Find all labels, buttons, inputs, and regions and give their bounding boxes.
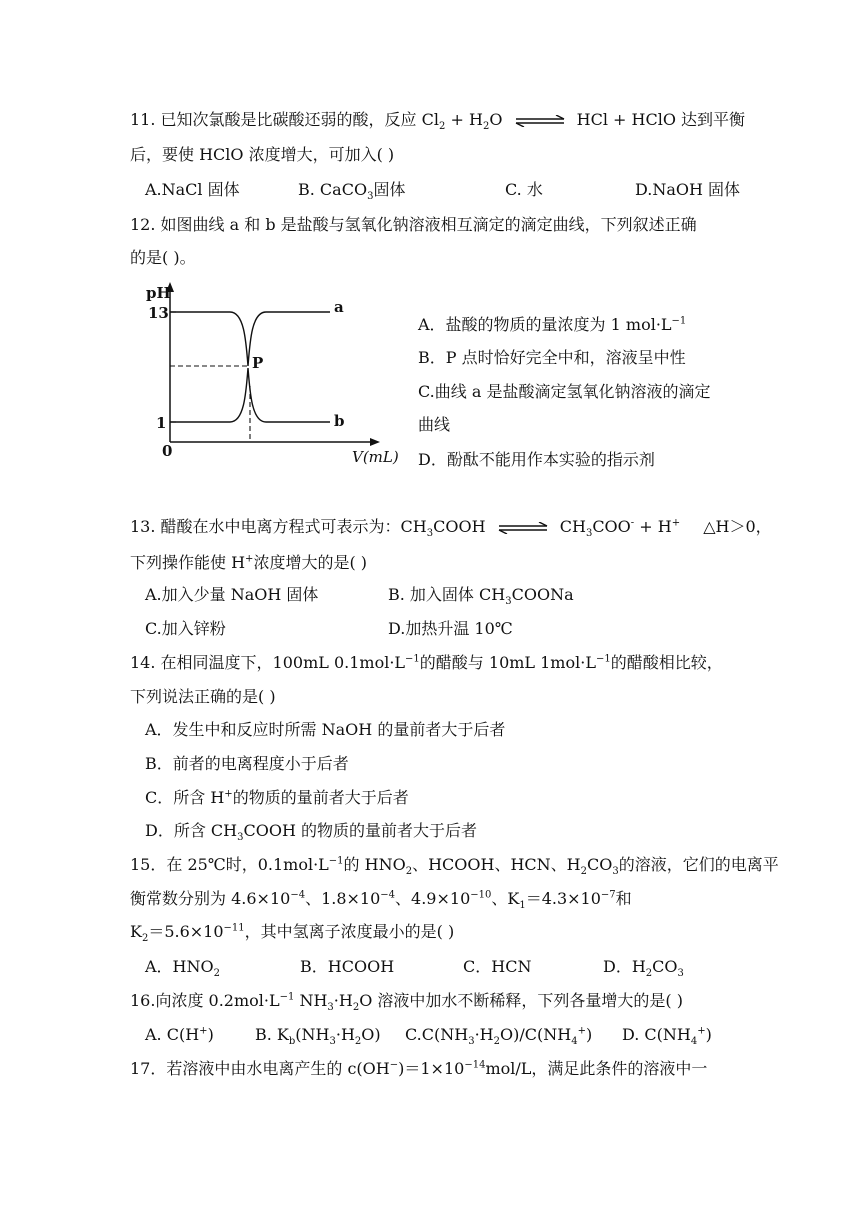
q13-line1: 13. 醋酸在水中电离方程式可表示为：$CH_3COOH$ $CH_3COO^- + H^+$ △H＞0，	[130, 517, 772, 540]
x-axis-arrow-icon	[370, 438, 380, 446]
q15-option-d: D．$H_2CO_3$	[603, 957, 684, 980]
titration-chart	[140, 280, 410, 470]
q12-line2: 的是( )。	[130, 248, 196, 267]
q16-option-d: D. $C(NH_4^+)$	[622, 1025, 712, 1048]
q14-line1: 14. 在相同温度下，100mL $0.1mol\cdot L^{-1}$的醋酸与 10mL $1mol\cdot L^{-1}$的醋酸相比较，	[130, 653, 723, 672]
y-axis-label: pH	[146, 284, 171, 302]
q12-option-b: B．P 点时恰好完全中和，溶液呈中性	[418, 348, 686, 367]
y-tick-1: 1	[156, 414, 167, 432]
q13-option-a: A.加入少量 NaOH 固体	[145, 585, 319, 604]
q15-line1: 15．在 25℃时，$0.1mol\cdot L^{-1}$的 $HNO_2$、HCOOH、HCN、$H_2CO_3$的溶液，它们的电离平	[130, 855, 779, 878]
q13-line2: 下列操作能使 H+浓度增大的是( )	[130, 553, 368, 572]
q14-option-a: A．发生中和反应时所需 NaOH 的量前者大于后者	[145, 720, 506, 739]
equilibrium-arrow-icon	[497, 522, 549, 534]
q16-option-b: B. $K_b(NH_3\cdot H_2O)$	[255, 1025, 381, 1048]
q16-option-c: $C.C(NH_3\cdot H_2O)/C(NH_4^+)$	[405, 1025, 593, 1048]
q16-line1: 16.向浓度 $0.2mol\cdot L^{-1}$ $NH_3\cdot H_2O$ 溶液中加水不断稀释，下列各量增大的是( )	[130, 991, 683, 1014]
q13-option-c: C.加入锌粉	[145, 619, 226, 638]
q14-option-b: B．前者的电离程度小于后者	[145, 754, 349, 773]
q12-option-c-cont: 曲线	[418, 415, 451, 434]
q12-line1: 12. 如图曲线 a 和 b 是盐酸与氢氧化钠溶液相互滴定的滴定曲线，下列叙述正确	[130, 215, 697, 234]
y-tick-13: 13	[148, 304, 169, 322]
q13-option-b: B. 加入固体 $CH_3COONa$	[388, 585, 574, 608]
q11-option-d: D.NaOH 固体	[635, 180, 741, 199]
curve-b-label: b	[334, 412, 345, 430]
q15-line2: 衡常数分别为 $4.6\times 10^{-4}$、$1.8\times 10^{-4}$、$4.9\times 10^{-10}$、$K_1=4.3\times 10^{-7}$和	[130, 889, 632, 912]
q11-option-b: B. CaCO$_3$固体	[298, 180, 406, 203]
q14-option-d: D．所含 $CH_3COOH$ 的物质的量前者大于后者	[145, 821, 478, 844]
q15-option-c: C．HCN	[463, 957, 532, 976]
q14-line2: 下列说法正确的是( )	[130, 687, 276, 706]
curve-a-label: a	[334, 298, 344, 316]
q13-option-d: D.加热升温 10℃	[388, 619, 513, 638]
q12-option-c: C.曲线 a 是盐酸滴定氢氧化钠溶液的滴定	[418, 382, 711, 401]
q15-option-a: A．$HNO_2$	[145, 957, 221, 980]
x-axis-label: V(mL)	[352, 448, 399, 466]
q11-line2: 后，要使 HClO 浓度增大，可加入( )	[130, 145, 395, 164]
equilibrium-arrow-icon	[514, 115, 566, 127]
q11-option-c: C. 水	[505, 180, 543, 199]
y-tick-0: 0	[162, 442, 173, 460]
q16-option-a: A. C(H+)	[145, 1025, 214, 1044]
q12-option-a: A．盐酸的物质的量浓度为 1 $mol\cdot L^{-1}$	[418, 315, 687, 334]
q17-line1: 17．若溶液中由水电离产生的 $c(OH^-)=1\times 10^{-14}mol/L$，满足此条件的溶液中一	[130, 1059, 708, 1078]
q15-option-b: B．HCOOH	[300, 957, 395, 976]
q11-option-a: A.NaCl 固体	[145, 180, 240, 199]
q15-line3: $K_2=5.6\times 10^{-11}$，其中氢离子浓度最小的是( )	[130, 922, 455, 945]
q11-line1: 11. 已知次氯酸是比碳酸还弱的酸，反应 $Cl_2 + H_2O$ HCl + HClO 达到平衡	[130, 110, 746, 133]
q14-option-c: C．所含 H+的物质的量前者大于后者	[145, 788, 409, 807]
curve-a	[170, 312, 330, 366]
point-p-label: P	[252, 354, 264, 372]
q12-option-d: D．酚酞不能用作本实验的指示剂	[418, 450, 655, 469]
